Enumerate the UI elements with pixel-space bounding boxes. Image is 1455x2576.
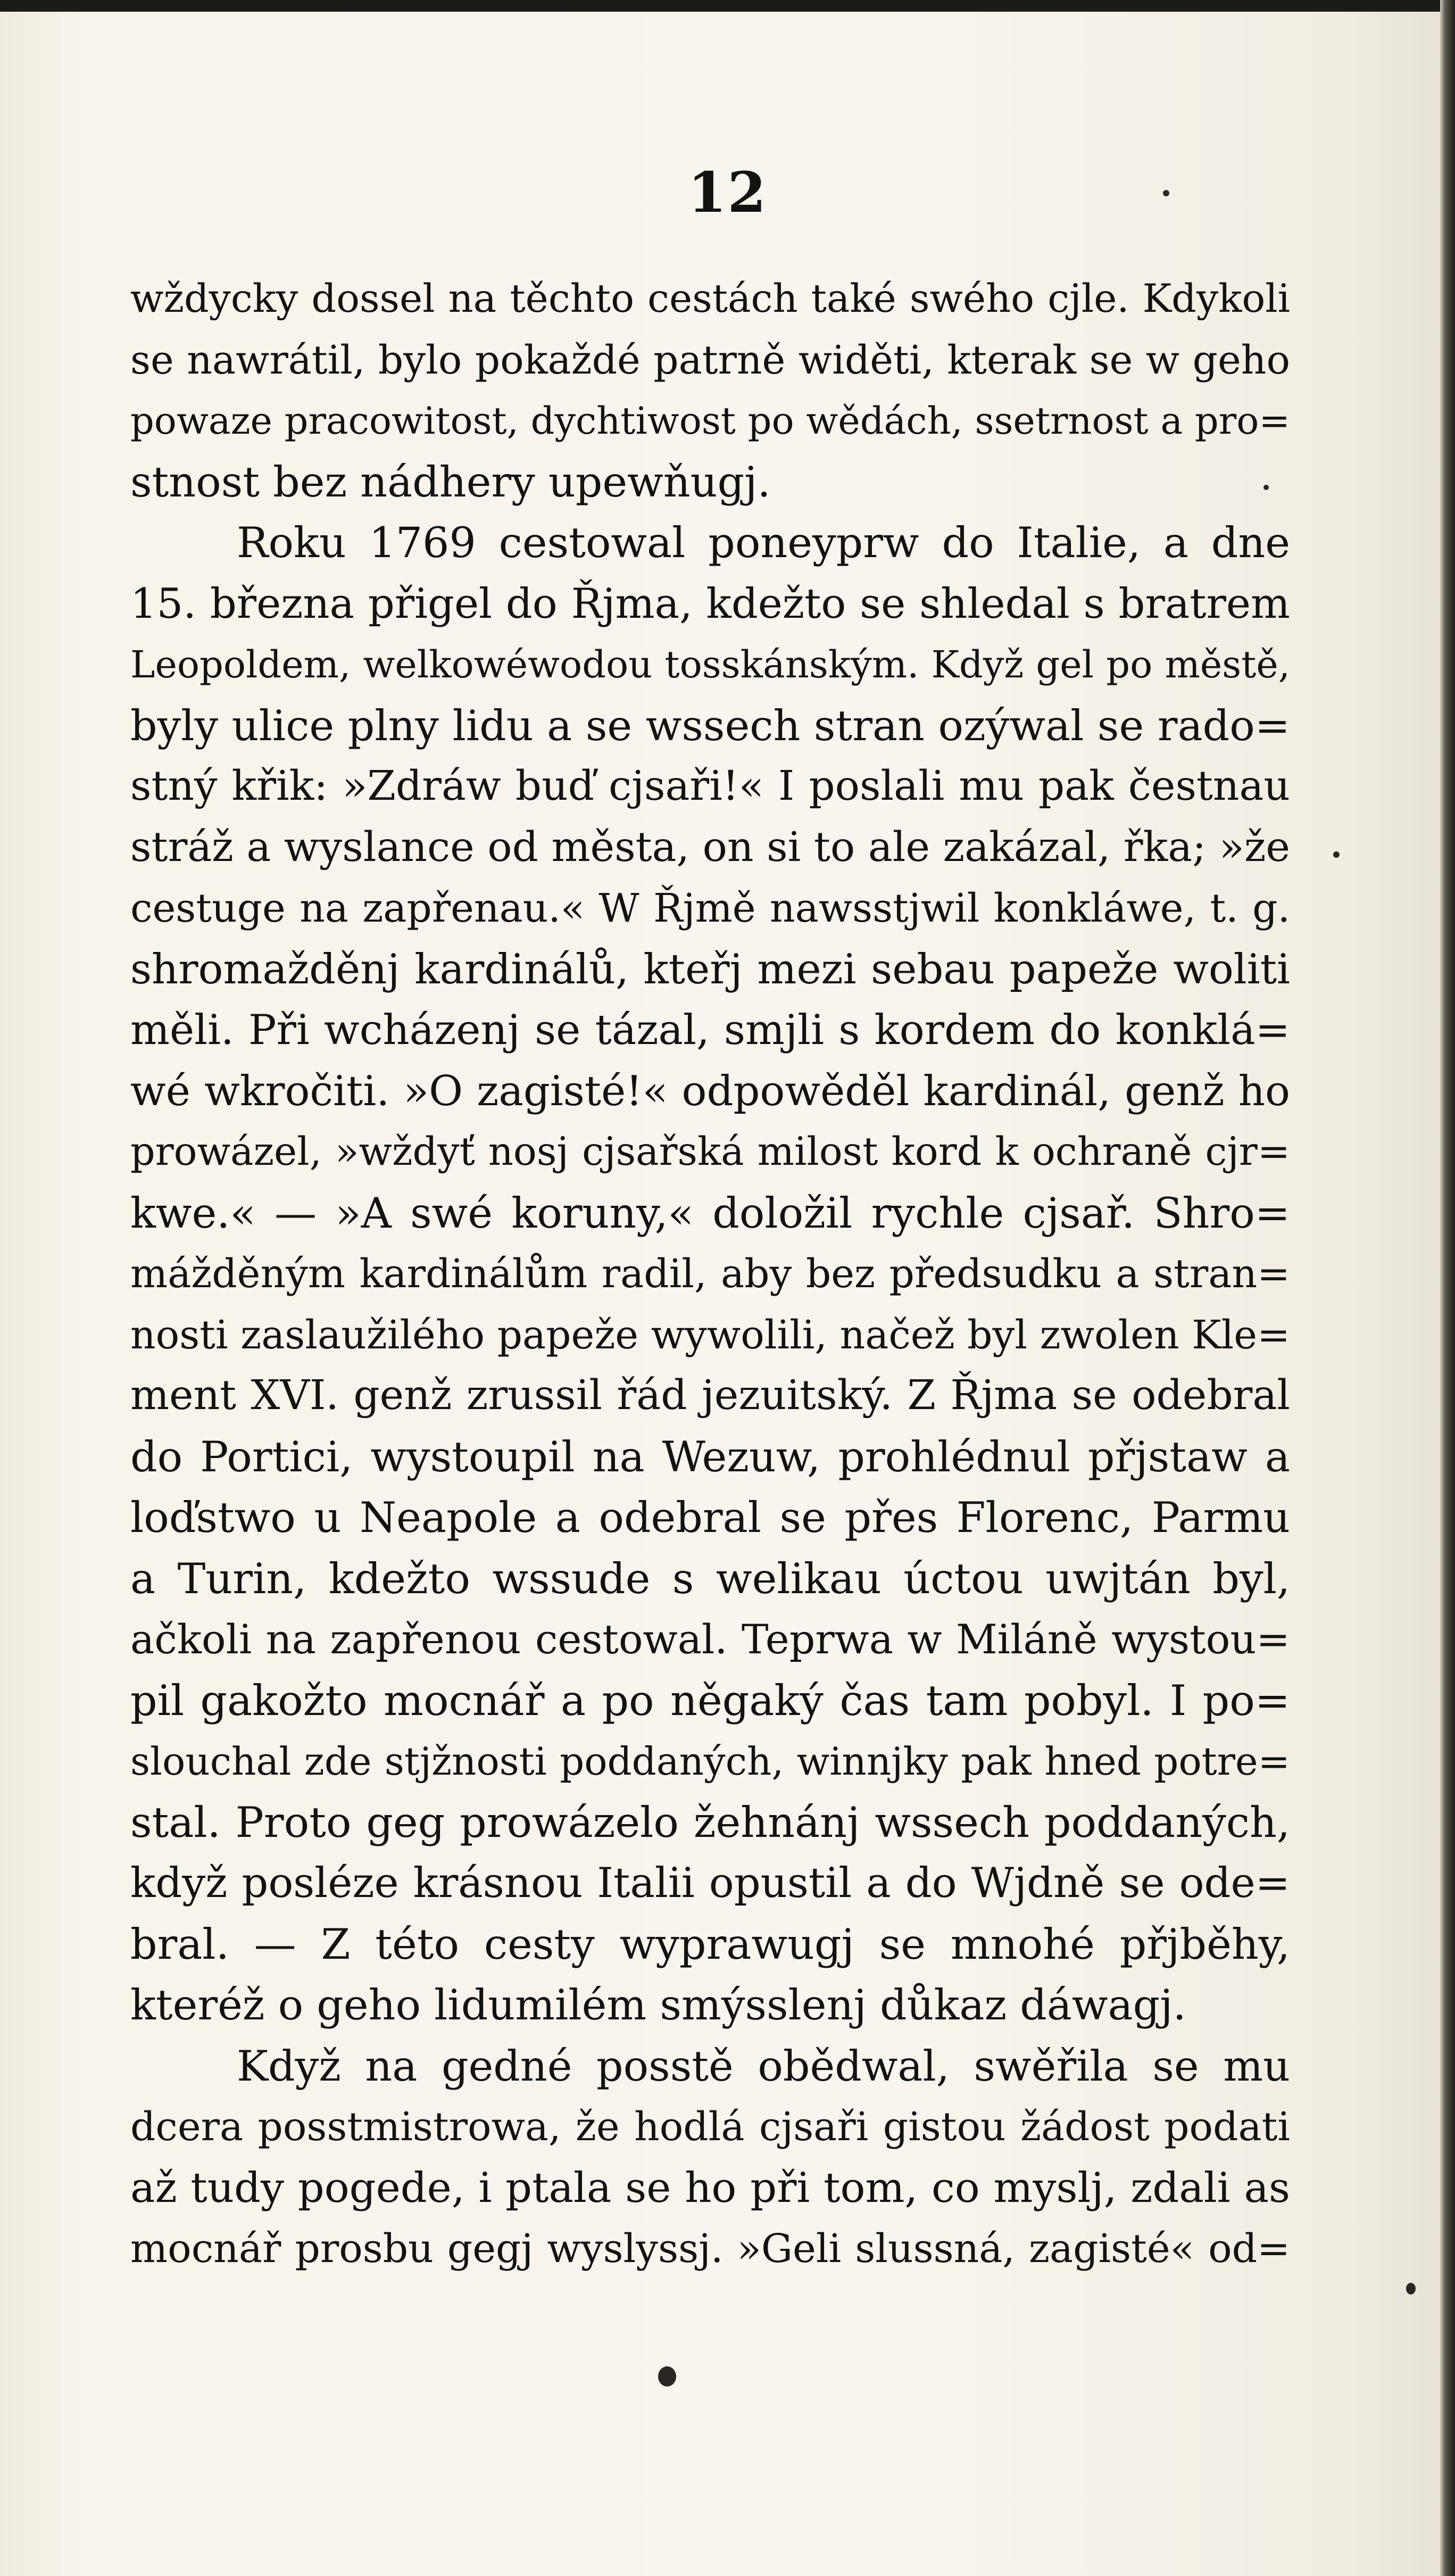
ink-speck	[658, 2366, 676, 2387]
text-line: stal. Proto geg prowázelo žehnánj wssech poddaných,	[130, 1798, 1290, 1847]
text-line: Leopoldem, welkowéwodou tosskánským. Když gel po městě,	[130, 643, 1290, 686]
text-line: do Portici, wystoupil na Wezuw, prohlédnul přjstaw a	[130, 1432, 1290, 1481]
text-line: shromažděnj kardinálů, kteřj mezi sebau papeže woliti	[130, 945, 1290, 993]
text-line: kteréž o geho lidumilém smýsslenj důkaz dáwagj.	[130, 1981, 1186, 2030]
body-text	[130, 269, 1290, 2280]
text-line: powaze pracowitost, dychtiwost po wědách, ssetrnost a pro=	[130, 399, 1290, 443]
text-line: mážděným kardinálům radil, aby bez předsudku a stran=	[130, 1251, 1290, 1297]
text-line: slouchal zde stjžnosti poddaných, winnjky pak hned potre=	[130, 1739, 1290, 1784]
text-line: 15. března přigel do Řjma, kdežto se shledal s bratrem	[130, 579, 1290, 628]
ink-speck	[1406, 2283, 1416, 2295]
ink-speck	[1263, 485, 1269, 490]
text-line: loďstwo u Neapole a odebral se přes Florenc, Parmu	[130, 1493, 1290, 1542]
text-line: pil gakožto mocnář a po něgaký čas tam pobyl. I po=	[130, 1676, 1290, 1725]
text-line: Roku 1769 cestowal poneyprw do Italie, a dne	[237, 518, 1290, 567]
text-line: a Turin, kdežto wssude s welikau úctou uwjtán byl,	[130, 1554, 1290, 1603]
scan-binding-edge	[1440, 0, 1455, 2576]
text-line: se nawrátil, bylo pokaždé patrně widěti, kterak se w geho	[130, 337, 1290, 383]
scan-top-edge	[0, 0, 1455, 12]
page-number: 12	[688, 160, 767, 225]
text-line: ačkoli na zapřenou cestowal. Teprwa w Miláně wystou=	[130, 1616, 1290, 1663]
text-line: prowázel, »wždyť nosj cjsařská milost kord k ochraně cjr=	[130, 1129, 1290, 1174]
text-line: stráž a wyslance od města, on si to ale zakázal, řka; »že	[130, 823, 1290, 871]
text-line: kwe.« — »A swé koruny,« doložil rychle cjsař. Shro=	[130, 1188, 1290, 1238]
text-line: stný křik: »Zdráw buď cjsaři!« I poslali mu pak čestnau	[130, 763, 1290, 810]
text-line: wždycky dossel na těchto cestách také swého cjle. Kdykoli	[130, 276, 1290, 321]
ink-speck	[1163, 190, 1169, 196]
text-line: dcera posstmistrowa, že hodlá cjsaři gistou žádost podati	[130, 2104, 1290, 2150]
text-line: stnost bez nádhery upewňugj.	[130, 457, 771, 507]
text-line: Když na gedné posstě obědwal, swěřila se mu	[237, 2041, 1290, 2091]
text-line: byly ulice plny lidu a se wssech stran ozýwal se rado=	[130, 701, 1290, 750]
text-line: cestuge na zapřenau.« W Řjmě nawsstjwil konkláwe, t. g.	[130, 885, 1290, 931]
ink-speck	[1333, 851, 1340, 858]
text-line: wé wkročiti. »O zagisté!« odpowěděl kardinál, genž ho	[130, 1067, 1290, 1115]
text-line: měli. Při wcházenj se tázal, smjli s kordem do konklá=	[130, 1006, 1290, 1054]
text-line: až tudy pogede, i ptala se ho při tom, co myslj, zdali as	[130, 2164, 1290, 2212]
text-line: ment XVI. genž zrussil řád jezuitský. Z Řjma se odebral	[130, 1372, 1290, 1419]
text-line: mocnář prosbu gegj wyslyssj. »Geli slussná, zagisté« od=	[130, 2226, 1290, 2272]
text-line: nosti zaslaužilého papeže wywolili, načež byl zwolen Kle=	[130, 1312, 1290, 1358]
text-line: bral. — Z této cesty wyprawugj se mnohé přjběhy,	[130, 1919, 1290, 1969]
text-line: když posléze krásnou Italii opustil a do Wjdně se ode=	[130, 1859, 1290, 1907]
